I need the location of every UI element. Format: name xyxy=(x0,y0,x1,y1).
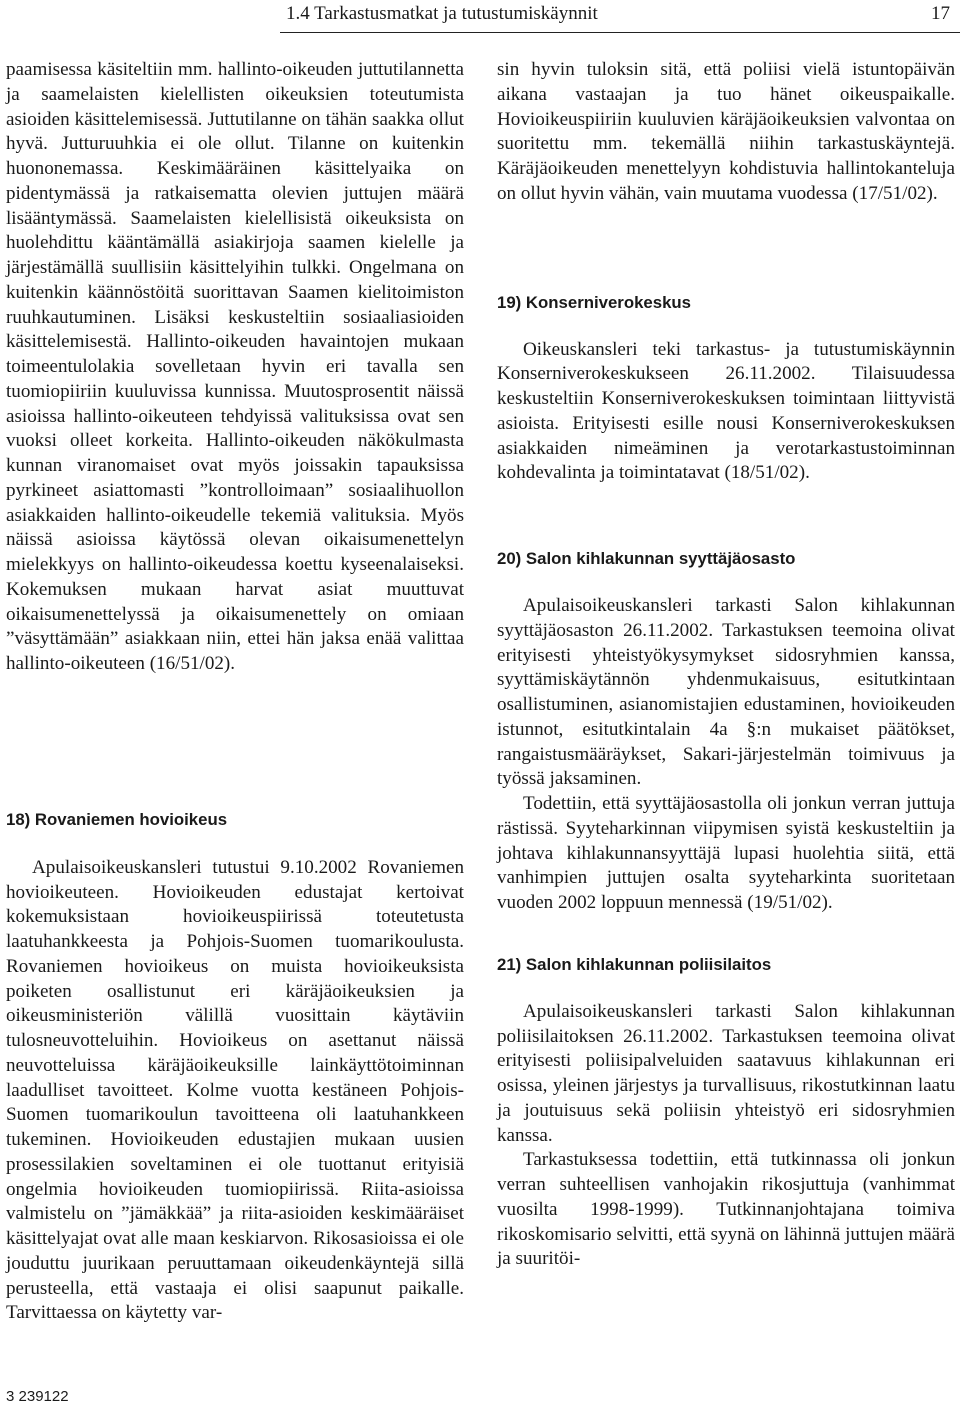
page-header xyxy=(0,0,960,40)
section-21-paragraph-2: Tarkastuksessa todettiin, että tutkinnassa oli jonkun verran suhteellisen vanhojakin rikosjuttuja (vanhimmat vuosilta 1998-1999). Tutkinnanjohtajana toimiva rikoskomisario selvitti, että syynä on lähinnä juttujen määrä ja suuritöi- xyxy=(497,1149,955,1270)
section-gap xyxy=(497,916,955,954)
running-title: 1.4 Tarkastusmatkat ja tutustumiskäynnit xyxy=(286,3,598,24)
left-column xyxy=(6,58,464,1326)
left-continuation-paragraph: paamisessa käsiteltiin mm. hallinto-oikeuden juttutilannetta ja saamelaisten kielellisten oikeuksien toteutumista asioiden käsittelemisessä. Juttutilanne on tähän saakka ollut hyvä. Jutturuuhkia ei ole ollut. Tilanne on kuitenkin huononemassa. Keskimääräinen käsittelyaika on pidentymässä ja ratkaisematta olevien juttujen määrä lisääntymässä. Saamelaisten kielellisistä oikeuksista on huolehdittu kääntämällä asiakirjoja saamen kielelle ja järjestämällä suullisiin käsittelyihin tulkki. Ongelmana on kuitenkin käännöstöitä suorittavan Saamen kielitoimiston ruuhkautuminen. Lisäksi keskusteltiin sosiaaliasioiden käsittelemisestä. Hallinto-oikeuden havaintojen mukaan toimeentulolakia sovelletaan hyvin eri tavalla sen tuomiopiiriin kuuluvissa kunnissa. Muutosprosentit näissä asioissa hallinto-oikeuteen tehdyissä valituksissa ovat sen vuoksi olleet korkeita. Hallinto-oikeuden näkökulmasta kunnan viranomaiset ovat myös joissakin tapauksissa pyrkineet asiattomasti ”kontrolloimaan” sosiaalihuollon asiakkaiden hallinto-oikeudelle tekemiä valituksia. Myös näissä asioissa käytössä olevan oikaisumenettelyn mielekkyys on hallinto-oikeudessa koettu kyseenalaiseksi. Kokemuksen mukaan harvat asiat muuttuvat oikaisumenettelyssä ja oikaisumenettely on omiaan ”väsyttämään” asiakkaan niin, ettei hän jaksa enää valittaa hallinto-oikeuteen (16/51/02). xyxy=(6,59,464,674)
right-column xyxy=(497,58,955,1272)
footer-print-code: 3 239122 xyxy=(6,1388,69,1405)
section-21-heading: 21) Salon kihlakunnan poliisilaitos xyxy=(497,954,772,974)
heading-gap xyxy=(497,570,955,594)
section-19-body: Oikeuskansleri teki tarkastus- ja tutustumiskäynnin Konserniverokeskukseen 26.11.2002. Tilaisuudessa keskusteltiin Konserniverokeskuksen toimintaan liittyvistä asioista. Erityisesti esille nousi Konserniverokeskuksen asiakkaiden nimeäminen ja verotarkastustoiminnan kohdevalinta ja toimintatavat (18/51/02). xyxy=(497,338,955,484)
section-gap xyxy=(6,677,464,809)
heading-gap xyxy=(6,831,464,856)
section-gap xyxy=(497,207,955,292)
section-20-paragraph-2: Todettiin, että syyttäjäosastolla oli jonkun verran juttuja rästissä. Syyteharkinnan viipymisen syistä keskusteltiin ja johtava kihlakunnansyyttäjä lupasi huolehtia siitä, että vanhimpien juttujen osalta syyteharkinta suoritetaan vuoden 2002 loppuun mennessä (19/51/02). xyxy=(497,793,955,913)
section-18-body: Apulaisoikeuskansleri tutustui 9.10.2002 Rovaniemen hovioikeuteen. Hovioikeuden edustajat kertoivat kokemuksistaan hovioikeuspiirissä toteutetusta laatuhankkeesta ja Pohjois-Suomen tuomarikoulusta. Rovaniemen hovioikeus on muista hovioikeuksista poiketen osallistunut eri käräjäoikeuksien ja oikeusministeriön välillä vuosittain käytäviin tulosneuvotteluihin. Hovioikeus on asettanut näissä neuvotteluissa käräjäoikeuksille lainkäyttötoiminnan laadulliset tavoitteet. Kolme vuotta kestäneen Pohjois-Suomen tuomarikoulun tavoitteena oli laatuhankkeen tukeminen. Hovioikeuden edustajien mukaan uusien prosessilakien soveltaminen ei ole tuottanut erityisiä ongelmia hovioikeuden tuomiopiirissä. Riita-asioissa valmistelu on ”jämäkkää” ja riita-asioiden keskimääräiset käsittelyajat ovat alle maan keskiarvon. Rikosasioissa ei ole jouduttu juurikaan peruuttamaan oikeudenkäyntejä sillä perusteella, että vastaaja ei olisi saapunut paikalle. Tarvittaessa on käytetty var- xyxy=(6,856,464,1324)
header-rule xyxy=(280,32,960,33)
section-20-heading: 20) Salon kihlakunnan syyttäjäosasto xyxy=(497,549,796,568)
section-19-heading: 19) Konserniverokeskus xyxy=(497,292,692,312)
section-20-paragraph-1: Apulaisoikeuskansleri tarkasti Salon kihlakunnan syyttäjäosaston 26.11.2002. Tarkastuksen teemoina olivat erityisesti yhteistyökysymykset sidosryhmien kanssa, syyttämiskäytännön yhdenmukaisuus, esitutkintaan osallistuminen, asianomistajien edustaminen, hovioikeuden istunnot, esitutkintalain 4a §:n mukaiset päätökset, rangaistusmääräykset, Sakari-järjestelmän toimivuus ja työssä jaksaminen. xyxy=(497,595,955,790)
heading-gap xyxy=(497,314,955,338)
section-gap xyxy=(497,486,955,548)
right-continuation-paragraph: sin hyvin tuloksin sitä, että poliisi vielä istuntopäivän aikana vastaajan ja tuo hänet oikeuspaikalle. Hovioikeuspiiriin kuuluvien käräjäoikeuksien valvontaa on suoritettu mm. tekemällä niihin tarkastuskäyntejä. Käräjäoikeuden menettelyyn kohdistuvia hallintokanteluja on ollut hyvin vähän, vain muutama vuodessa (17/51/02). xyxy=(497,59,955,204)
section-18-heading: 18) Rovaniemen hovioikeus xyxy=(6,809,228,829)
page-number: 17 xyxy=(931,3,950,24)
section-21-paragraph-1: Apulaisoikeuskansleri tarkasti Salon kihlakunnan poliisilaitoksen 26.11.2002. Tarkastuksen teemoina olivat erityisesti poliisipalveluiden saatavuus kihlakunnan eri osissa, yleinen järjestys ja turvallisuus, rikostutkinnan laatu ja joutuisuus sekä poliisin yhteistyö eri sidosryhmien kanssa. xyxy=(497,1000,955,1146)
heading-gap xyxy=(497,976,955,1000)
